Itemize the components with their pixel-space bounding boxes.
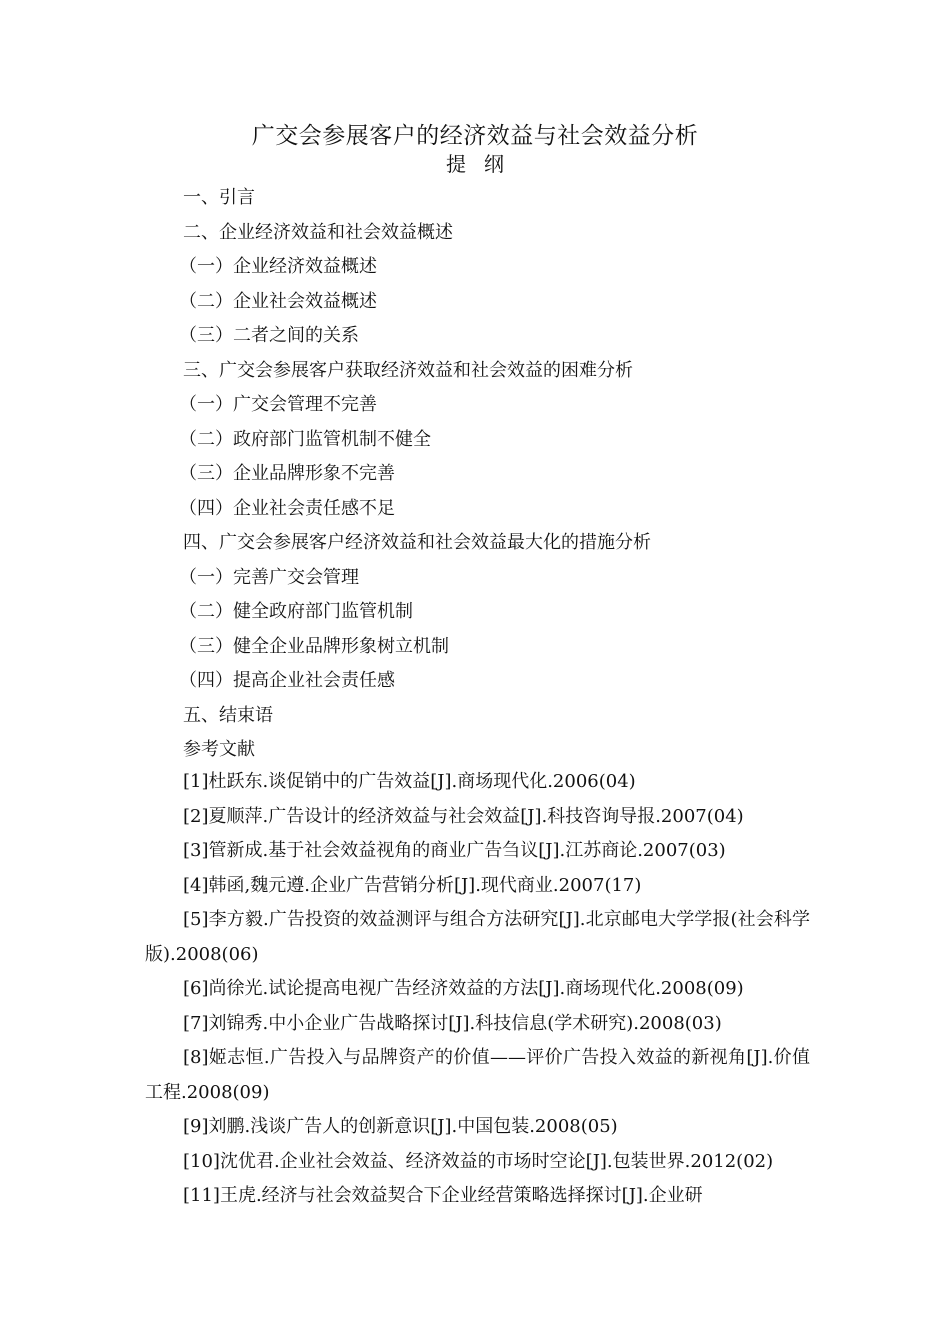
outline-subitem: （四）提高企业社会责任感	[179, 670, 395, 691]
references-list	[145, 765, 810, 1214]
outline-subitem: （三）企业品牌形象不完善	[179, 463, 395, 484]
outline-item: 四、广交会参展客户经济效益和社会效益最大化的措施分析	[183, 532, 651, 553]
outline-item: 五、结束语	[183, 704, 273, 726]
outline-subitem: （二）政府部门监管机制不健全	[179, 428, 431, 450]
outline-subitem: （一）广交会管理不完善	[179, 394, 377, 415]
reference-item: [3]管新成.基于社会效益视角的商业广告刍议[J].江苏商论.2007(03)	[183, 840, 726, 861]
reference-item: [8]姬志恒.广告投入与品牌资产的价值——评价广告投入效益的新视角[J].价值工程.2008(09)	[145, 1047, 810, 1103]
reference-item: [4]韩函,魏元遵.企业广告营销分析[J].现代商业.2007(17)	[183, 874, 642, 896]
document-subtitle: 提纲	[446, 152, 522, 176]
reference-item: [5]李方毅.广告投资的效益测评与组合方法研究[J].北京邮电大学学报(社会科学版).2008(06)	[145, 909, 810, 965]
reference-item: [9]刘鹏.浅谈广告人的创新意识[J].中国包装.2008(05)	[183, 1116, 618, 1137]
references-heading: 参考文献	[183, 739, 255, 760]
document-title: 广交会参展客户的经济效益与社会效益分析	[251, 123, 699, 149]
outline-subitem: （一）完善广交会管理	[179, 566, 359, 588]
outline-subitem: （四）企业社会责任感不足	[179, 497, 395, 519]
reference-item: [1]杜跃东.谈促销中的广告效益[J].商场现代化.2006(04)	[183, 771, 636, 792]
outline-item: 二、企业经济效益和社会效益概述	[183, 221, 453, 243]
reference-item: [2]夏顺萍.广告设计的经济效益与社会效益[J].科技咨询导报.2007(04)	[183, 805, 744, 827]
reference-item: [11]王虎.经济与社会效益契合下企业经营策略选择探讨[J].企业研	[183, 1185, 703, 1206]
reference-item: [10]沈优君.企业社会效益、经济效益的市场时空论[J].包装世界.2012(02)	[183, 1150, 774, 1172]
outline-item: 三、广交会参展客户获取经济效益和社会效益的困难分析	[183, 359, 633, 381]
outline-subitem: （三）健全企业品牌形象树立机制	[179, 635, 449, 657]
reference-item: [7]刘锦秀.中小企业广告战略探讨[J].科技信息(学术研究).2008(03)	[183, 1012, 722, 1034]
outline-list	[179, 181, 823, 768]
outline-subitem: （二）健全政府部门监管机制	[179, 601, 413, 622]
reference-item: [6]尚徐光.试论提高电视广告经济效益的方法[J].商场现代化.2008(09)	[183, 978, 744, 999]
outline-item: 一、引言	[183, 187, 255, 208]
outline-subitem: （一）企业经济效益概述	[179, 256, 377, 277]
outline-subitem: （二）企业社会效益概述	[179, 290, 377, 312]
outline-subitem: （三）二者之间的关系	[179, 325, 359, 346]
